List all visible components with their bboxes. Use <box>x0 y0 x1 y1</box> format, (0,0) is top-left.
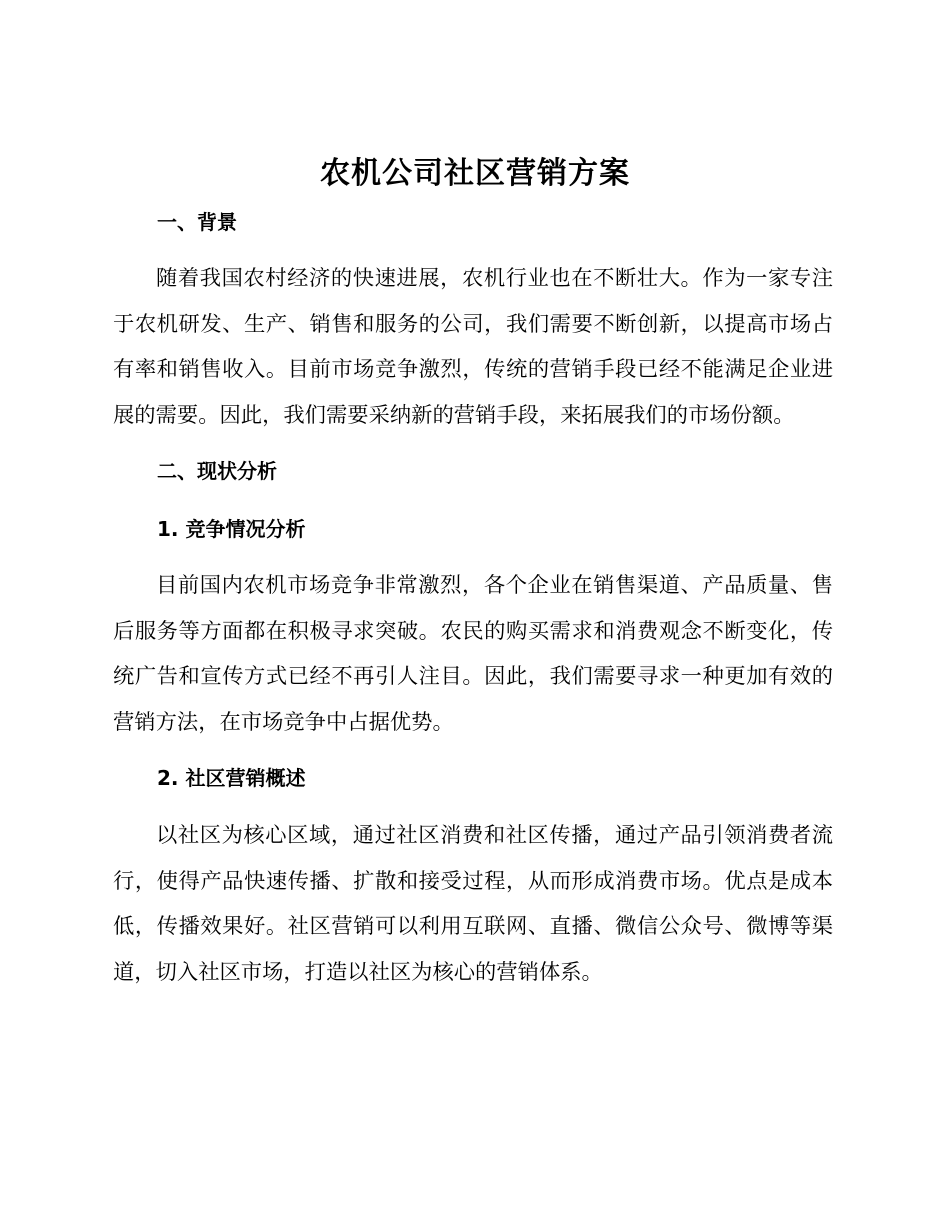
paragraph-background: 随着我国农村经济的快速进展，农机行业也在不断壮大。作为一家专注于农机研发、生产、销售和服务的公司，我们需要不断创新，以提高市场占有率和销售收入。目前市场竞争激烈，传统的营销手段已经不能满足企业进展的需要。因此，我们需要采纳新的营销手段，来拓展我们的市场份额。 <box>113 266 833 428</box>
paragraph-competition: 目前国内农机市场竞争非常激烈，各个企业在销售渠道、产品质量、售后服务等方面都在积极寻求突破。农民的购买需求和消费观念不断变化，传统广告和宣传方式已经不再引人注目。因此，我们需要寻求一种更加有效的营销方法，在市场竞争中占据优势。 <box>113 573 833 735</box>
page-title: 农机公司社区营销方案 <box>320 156 630 191</box>
section-heading-status-analysis: 二、现状分析 <box>157 459 277 483</box>
subsection-heading-community-marketing: 2. 社区营销概述 <box>157 766 306 790</box>
subsection-heading-competition: 1. 竞争情况分析 <box>157 517 306 541</box>
paragraph-community-marketing: 以社区为核心区域，通过社区消费和社区传播，通过产品引领消费者流行，使得产品快速传播、扩散和接受过程，从而形成消费市场。优点是成本低，传播效果好。社区营销可以利用互联网、直播、微信公众号、微博等渠道，切入社区市场，打造以社区为核心的营销体系。 <box>113 823 833 985</box>
section-heading-background: 一、背景 <box>157 210 237 234</box>
